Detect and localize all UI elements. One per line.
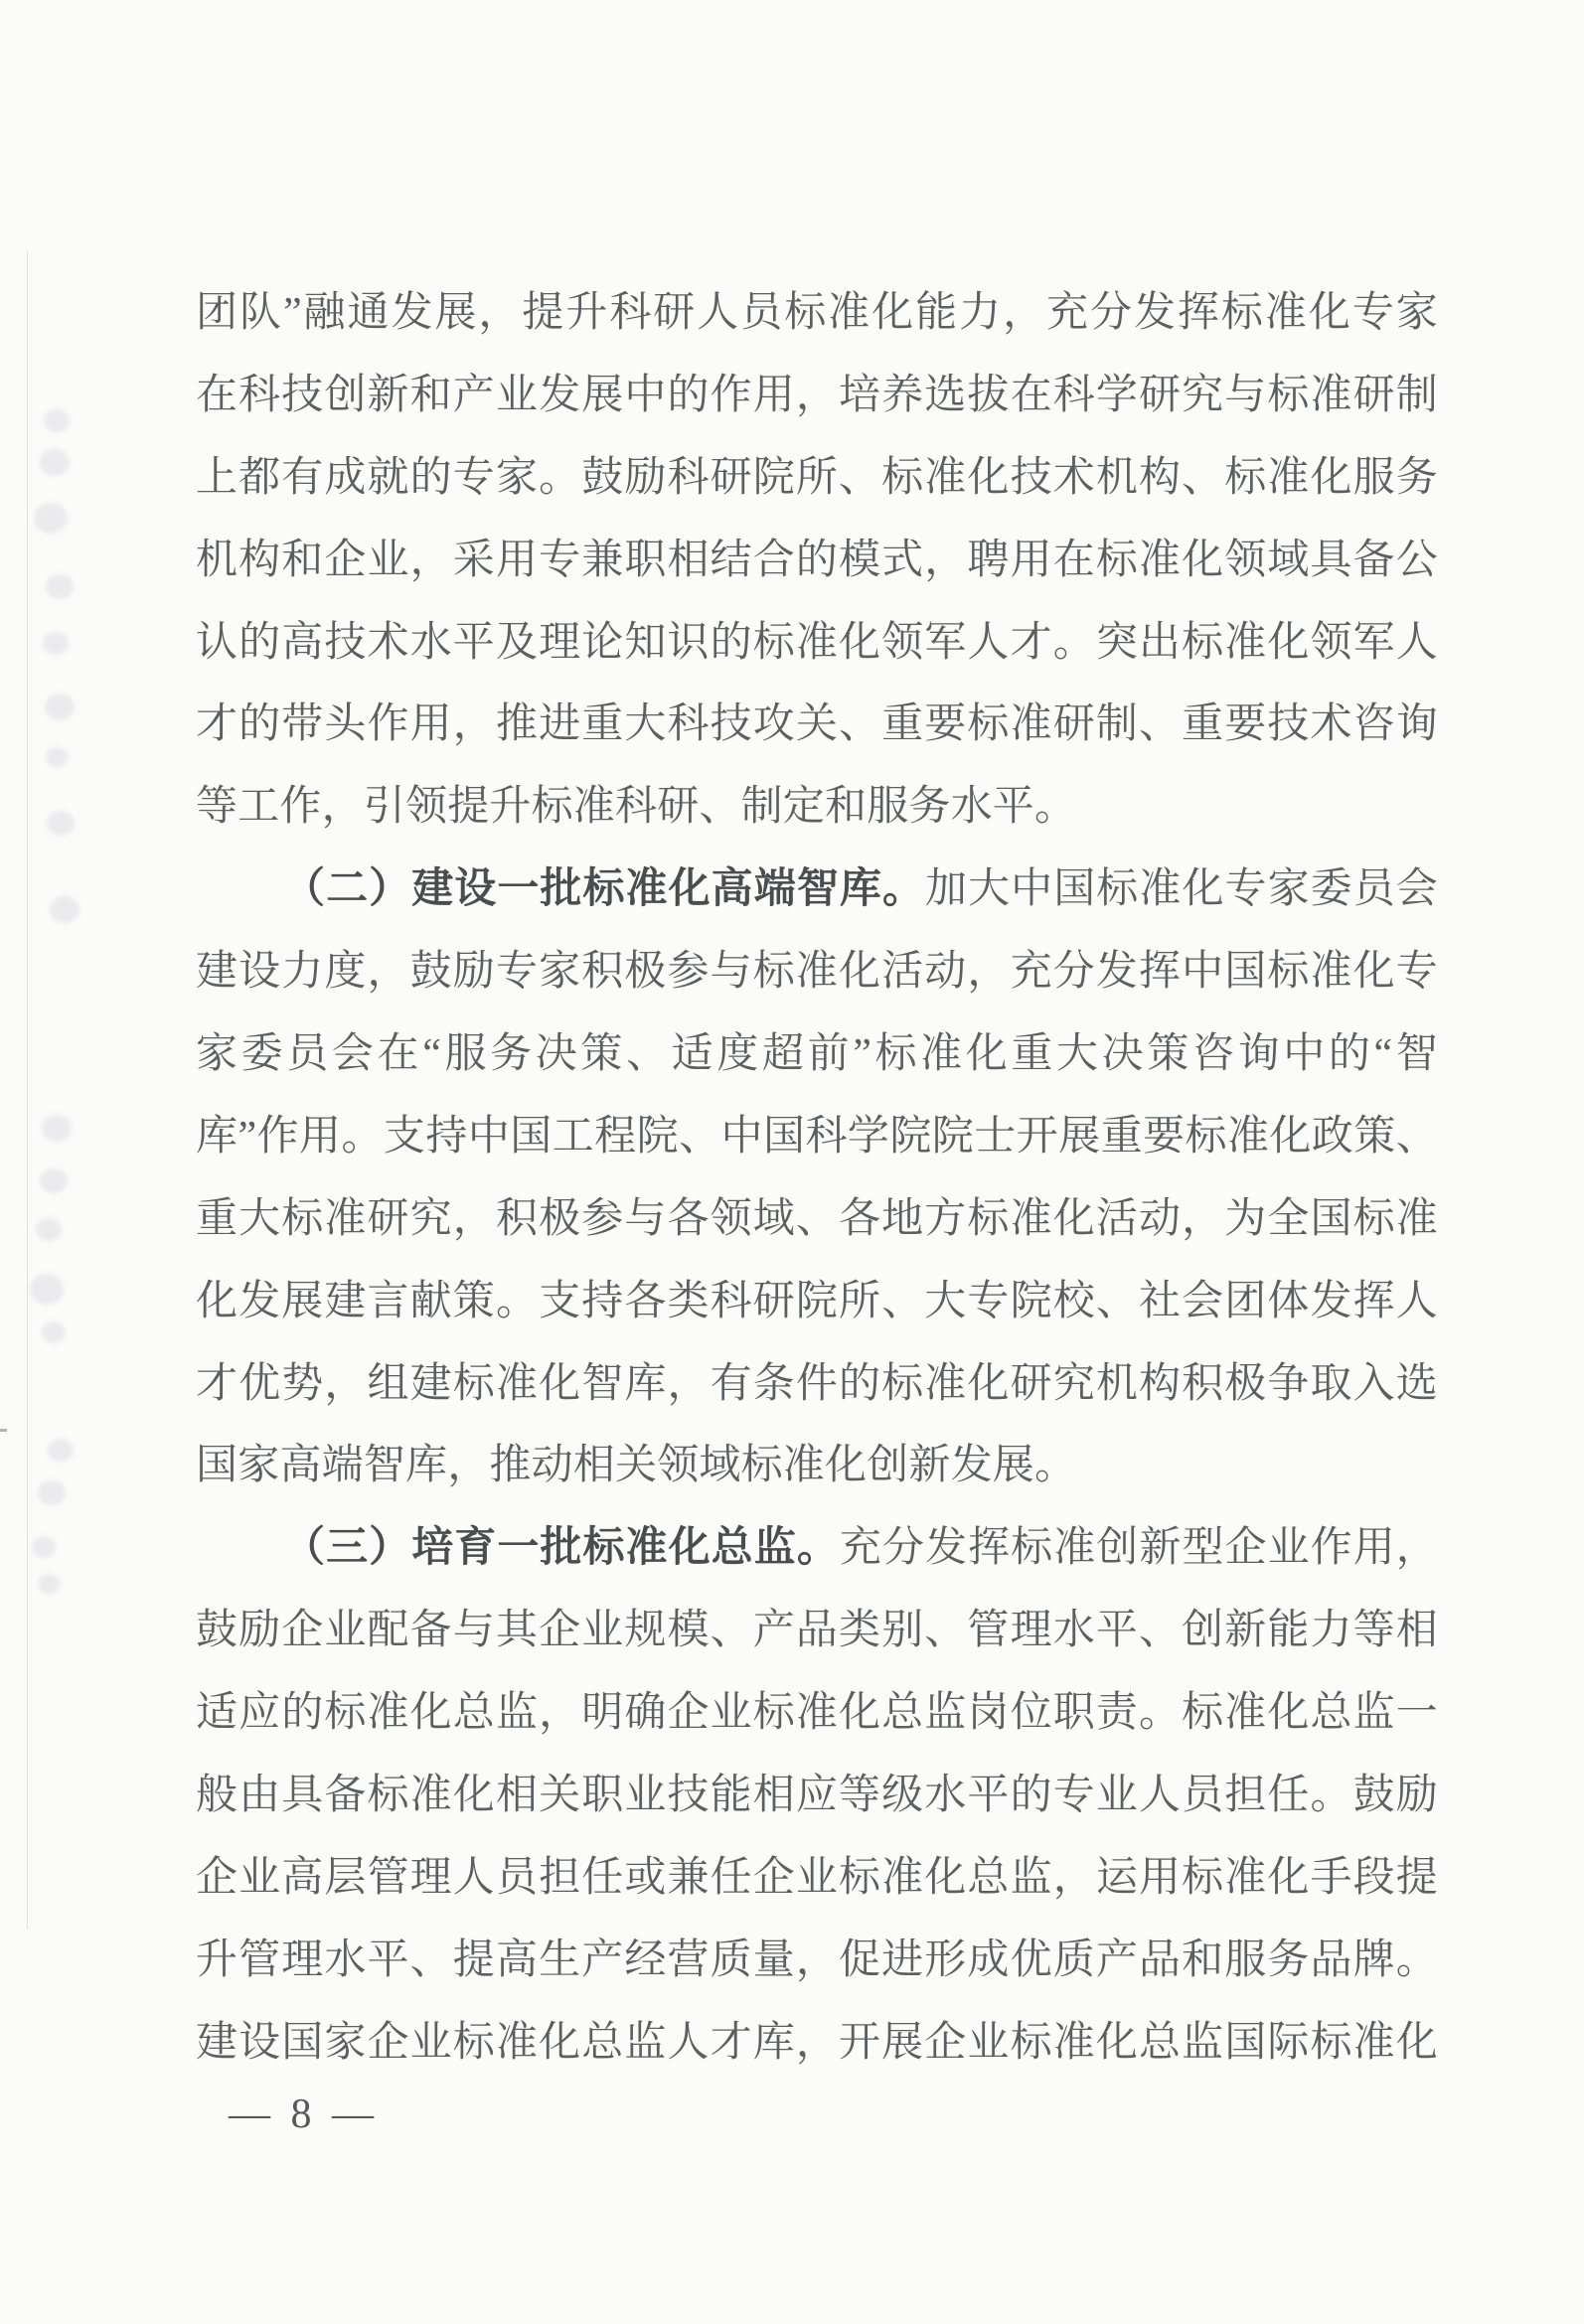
text-line bbox=[196, 1261, 1438, 1343]
scan-artifact-mark bbox=[0, 1429, 7, 1432]
line-text: 才的带头作用，推进重大科技攻关、重要标准研制、重要技术咨询 bbox=[196, 701, 1438, 748]
scan-artifact bbox=[36, 1218, 62, 1241]
scan-artifact bbox=[30, 1274, 64, 1305]
line-text: 认的高技术水平及理论知识的标准化领军人才。突出标准化领军人 bbox=[196, 619, 1438, 666]
text-line bbox=[196, 520, 1438, 602]
text-line bbox=[196, 1920, 1438, 2002]
document-body bbox=[196, 272, 1438, 2085]
line-text: 化发展建言献策。支持各类科研院所、大专院校、社会团体发挥人 bbox=[196, 1278, 1438, 1324]
line-text: 建设力度，鼓励专家积极参与标准化活动，充分发挥中国标准化专 bbox=[196, 949, 1438, 996]
line-text: 库”作用。支持中国工程院、中国科学院院士开展重要标准化政策、 bbox=[196, 1113, 1438, 1160]
text-line bbox=[196, 684, 1438, 766]
scan-artifact bbox=[44, 409, 70, 432]
line-text: 鼓励企业配备与其企业规模、产品类别、管理水平、创新能力等相 bbox=[196, 1608, 1438, 1654]
line-text: 般由具备标准化相关职业技能相应等级水平的专业人员担任。鼓励 bbox=[196, 1773, 1438, 1819]
text-line bbox=[196, 1837, 1438, 1920]
scan-artifact-line bbox=[27, 250, 28, 1930]
line-text: 充分发挥标准创新型企业作用， bbox=[839, 1525, 1438, 1572]
text-line bbox=[196, 1590, 1438, 1672]
text-line bbox=[196, 1013, 1438, 1096]
text-line bbox=[196, 1672, 1438, 1755]
line-text: 家委员会在“服务决策、适度超前”标准化重大决策咨询中的“智 bbox=[196, 1031, 1438, 1078]
text-line bbox=[196, 931, 1438, 1013]
line-text: 在科技创新和产业发展中的作用，培养选拔在科学研究与标准研制 bbox=[196, 372, 1438, 418]
scan-artifact bbox=[46, 574, 74, 599]
text-line bbox=[196, 355, 1438, 437]
scan-artifact bbox=[47, 811, 75, 836]
text-line bbox=[196, 1507, 1438, 1590]
line-text: 适应的标准化总监，明确企业标准化总监岗位职责。标准化总监一 bbox=[196, 1690, 1438, 1737]
line-text: 上都有成就的专家。鼓励科研院所、标准化技术机构、标准化服务 bbox=[196, 454, 1438, 501]
text-line bbox=[196, 272, 1438, 355]
text-line bbox=[196, 602, 1438, 685]
section-heading-text: （二）建设一批标准化高端智库。 bbox=[283, 866, 926, 913]
scan-artifact bbox=[38, 1574, 60, 1594]
line-text: 等工作，引领提升标准科研、制定和服务水平。 bbox=[196, 784, 1077, 831]
section-heading-text: （三）培育一批标准化总监。 bbox=[283, 1525, 840, 1572]
line-text: 建设国家企业标准化总监人才库，开展企业标准化总监国际标准化 bbox=[196, 2019, 1438, 2066]
text-line bbox=[196, 1425, 1438, 1507]
text-line bbox=[196, 1096, 1438, 1178]
page-number: — 8 — bbox=[229, 2092, 379, 2137]
line-text: 升管理水平、提高生产经营质量，促进形成优质产品和服务品牌。 bbox=[196, 1937, 1438, 1983]
scan-artifact bbox=[45, 694, 75, 720]
scan-artifact bbox=[40, 1168, 68, 1193]
text-line bbox=[196, 1178, 1438, 1261]
text-line bbox=[196, 849, 1438, 931]
text-line bbox=[196, 1343, 1438, 1426]
line-text: 重大标准研究，积极参与各领域、各地方标准化活动，为全国标准 bbox=[196, 1195, 1438, 1242]
scan-artifact bbox=[42, 1115, 72, 1142]
scan-artifact bbox=[38, 1480, 66, 1505]
scan-artifact bbox=[48, 1439, 74, 1462]
line-text: 团队”融通发展，提升科研人员标准化能力，充分发挥标准化专家 bbox=[196, 290, 1438, 336]
line-text: 国家高端智库，推动相关领域标准化创新发展。 bbox=[196, 1443, 1077, 1489]
line-text: 才优势，组建标准化智库，有条件的标准化研究机构积极争取入选 bbox=[196, 1360, 1438, 1407]
scan-artifact bbox=[34, 503, 68, 534]
scan-artifact bbox=[40, 449, 70, 476]
scan-artifact bbox=[50, 896, 79, 923]
text-line bbox=[196, 766, 1438, 849]
scan-artifact bbox=[42, 1321, 66, 1343]
text-line bbox=[196, 2002, 1438, 2085]
text-line bbox=[196, 1755, 1438, 1837]
line-text: 加大中国标准化专家委员会 bbox=[925, 866, 1438, 913]
scan-artifact bbox=[43, 632, 69, 655]
line-text: 企业高层管理人员担任或兼任企业标准化总监，运用标准化手段提 bbox=[196, 1854, 1438, 1901]
scan-artifact bbox=[46, 747, 68, 767]
scan-artifact bbox=[32, 1536, 56, 1558]
line-text: 机构和企业，采用专兼职相结合的模式，聘用在标准化领域具备公 bbox=[196, 537, 1438, 583]
text-line bbox=[196, 437, 1438, 520]
